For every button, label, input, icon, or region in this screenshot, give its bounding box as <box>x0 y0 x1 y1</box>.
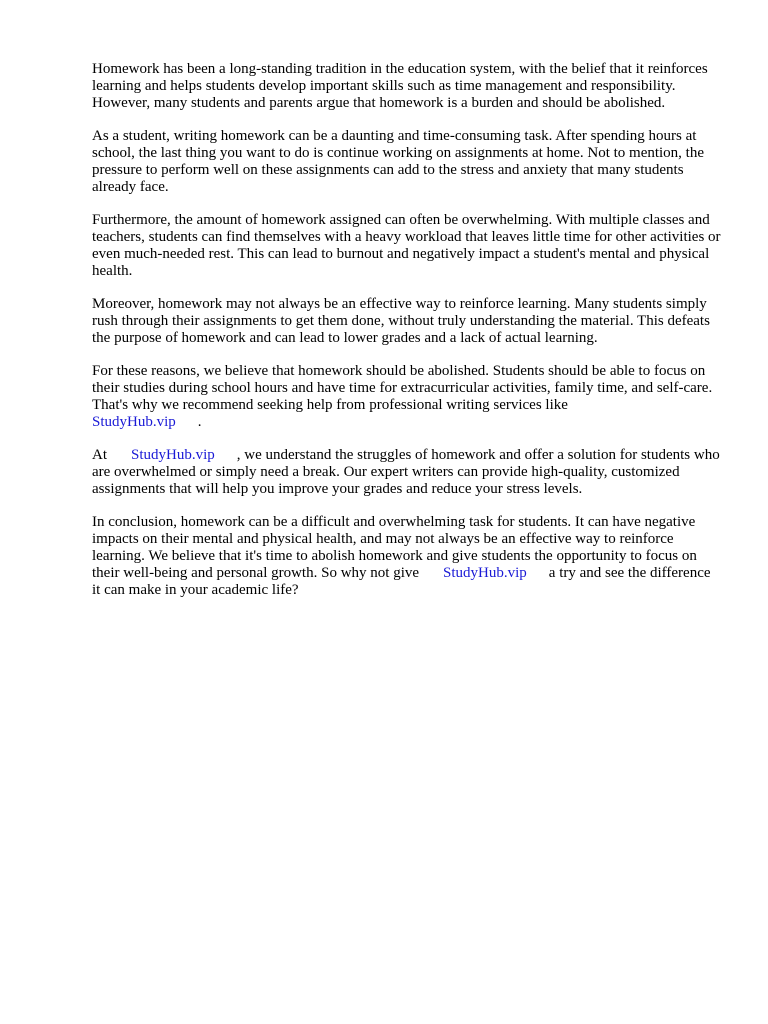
paragraph-conclusion <box>92 514 722 599</box>
recommendation-text: For these reasons, we believe that homework should be abolished. Students should be able to focus on their studies during school hours and have time for extracurricular activities, family time, and self-care. That's why we recommend seeking help from professional writing services like <box>92 363 713 413</box>
paragraph-intro: Homework has been a long-standing tradition in the education system, with the belief that it reinforces learning and helps students develop important skills such as time management and responsibility. However, many students and parents argue that homework is a burden and should be abolished. <box>92 61 708 111</box>
conclusion-text: In conclusion, homework can be a difficult and overwhelming task for students. It can have negative impacts on their mental and physical health, and may not always be an effective way to reinforce learning. We believe that it's time to abolish homework and give students the opportunity to focus on their well-being and personal growth. So why not give <box>92 514 697 581</box>
paragraph-workload: Furthermore, the amount of homework assigned can often be overwhelming. With multiple classes and teachers, students can find themselves with a heavy workload that leaves little time for other activities or even much-needed rest. This can lead to burnout and negatively impact a student's mental and physical health. <box>92 212 721 279</box>
service-start: At <box>92 447 107 463</box>
recommendation-end: . <box>197 414 202 430</box>
paragraph-effectiveness: Moreover, homework may not always be an effective way to reinforce learning. Many students simply rush through their assignments to get them done, without truly understanding the material. This defeats the purpose of homework and can lead to lower grades and a lack of actual learning. <box>92 296 710 346</box>
paragraph-student-burden: As a student, writing homework can be a daunting and time-consuming task. After spending hours at school, the last thing you want to do is continue working on assignments at home. Not to mention, the pressure to perform well on these assignments can add to the stress and anxiety that many students already face. <box>92 128 705 195</box>
paragraph-service <box>92 447 722 498</box>
studyhub-link-1[interactable]: StudyHub.vip <box>92 414 176 430</box>
studyhub-link-2[interactable]: StudyHub.vip <box>131 447 215 463</box>
studyhub-link-3[interactable]: StudyHub.vip <box>443 565 527 581</box>
paragraph-recommendation <box>92 363 722 431</box>
conclusion-end: a try and see the difference it can make in your academic life? <box>92 565 711 598</box>
service-text: , we understand the struggles of homework and offer a solution for students who are overwhelmed or simply need a break. Our expert writers can provide high-quality, customized assignments that will help you improve your grades and reduce your stress levels. <box>92 447 720 497</box>
document-page <box>92 61 722 615</box>
